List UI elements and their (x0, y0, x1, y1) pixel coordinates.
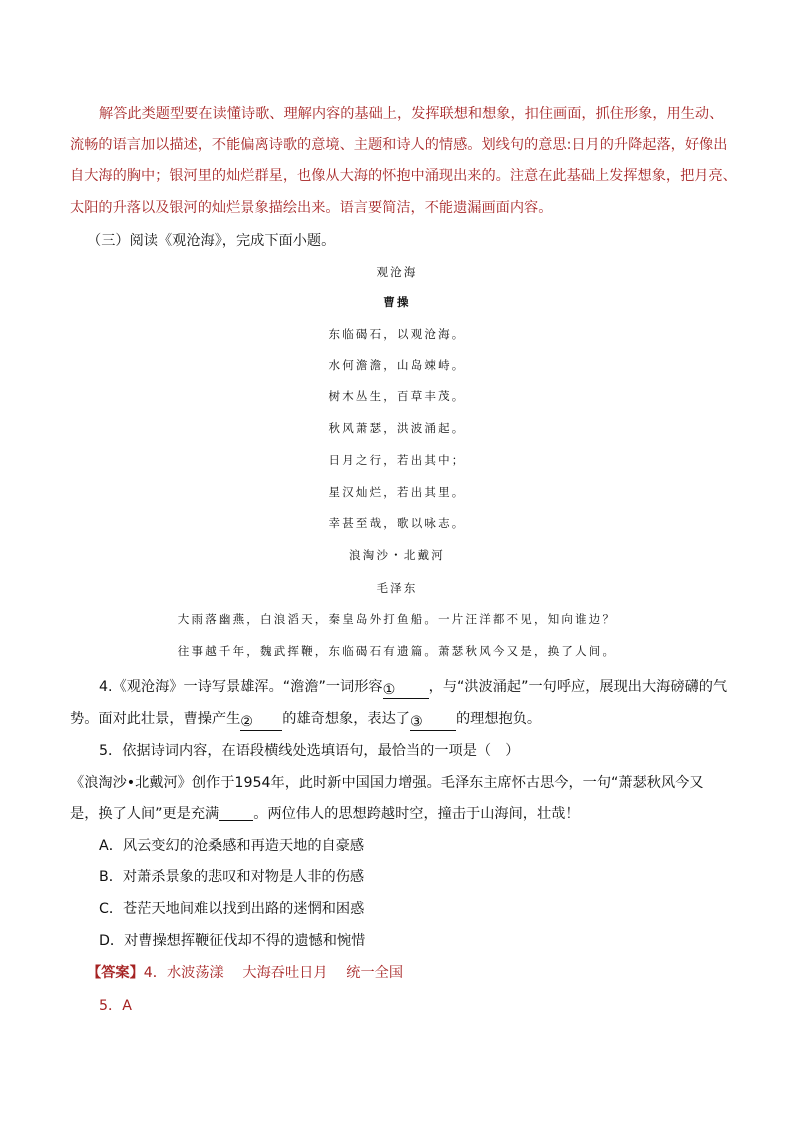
poem1-line: 东临碣石，以观沧海。 (328, 327, 466, 341)
q4-blank-3[interactable] (410, 714, 456, 731)
q4-blank-1[interactable] (383, 682, 429, 699)
analysis-line-4: 太阳的升落以及银河的灿烂景象描绘出来。语言要简洁，不能遗漏画面内容。 (70, 200, 553, 216)
q5-option-b: B．对萧杀景象的悲叹和对物是人非的伤感 (99, 869, 365, 885)
analysis-line-2: 流畅的语言加以描述，不能偏离诗歌的意境、主题和诗人的情感。划线句的意思:日月的升降起落，好像出 (70, 137, 728, 153)
poem1-author: 曹操 (383, 295, 411, 309)
q5-passage-text: 是，换了人间”更是充满 (70, 806, 220, 822)
q5-option-d: D．对曹操想挥鞭征伐却不得的遗憾和惋惜 (99, 933, 366, 949)
q5-stem: 5．依据诗词内容，在语段横线处选填语句，最恰当的一项是（ ） (99, 743, 520, 759)
blank-number: ② (240, 714, 253, 730)
answer-line-2: 5．A (99, 998, 132, 1014)
analysis-line-1: 解答此类题型要在读懂诗歌、理解内容的基础上，发挥联想和想象，扣住画面，抓住形象，用生动、 (99, 106, 724, 122)
section-intro: （三）阅读《观沧海》，完成下面小题。 (87, 233, 336, 249)
q5-option-c: C．苍茫天地间难以找到出路的迷惘和困惑 (99, 901, 365, 917)
poem1-line: 日月之行，若出其中； (328, 453, 466, 467)
poem1-title: 观沧海 (376, 265, 418, 279)
q5-blank[interactable] (219, 804, 253, 821)
q4-text: 的理想抱负。 (455, 711, 542, 727)
q4-text: ，与“洪波涌起”一句呼应，展现出大海磅礴的气 (428, 679, 728, 695)
poem1-line: 星汉灿烂，若出其里。 (328, 485, 466, 499)
q5-passage-line-1: 《浪淘沙•北戴河》创作于1954年，此时新中国国力增强。毛泽东主席怀古思今，一句“萧瑟秋风今又 (70, 775, 704, 791)
q4-line-2 (70, 708, 541, 731)
blank-number: ① (382, 682, 396, 698)
analysis-line-3: 自大海的胸中；银河里的灿烂群星，也像从大海的怀抱中涌现出来的。注意在此基础上发挥想象，把月亮、 (70, 168, 737, 184)
poem2-author: 毛泽东 (376, 581, 418, 595)
poem1-line: 树木丛生，百草丰茂。 (328, 389, 466, 403)
answer-label: 【答案】 (87, 965, 144, 981)
poem1-line: 幸甚至哉，歌以咏志。 (328, 516, 466, 530)
poem2-line: 往事越千年，魏武挥鞭，东临碣石有遗篇。萧瑟秋风今又是，换了人间。 (177, 644, 617, 658)
q4-text: 势。面对此壮景，曹操产生 (70, 711, 241, 727)
q4-text: 的雄奇想象，表达了 (282, 711, 410, 727)
q4-blank-2[interactable] (240, 714, 282, 731)
q5-passage-text: 。两位伟人的思想跨越时空，撞击于山海间，壮哉！ (253, 806, 580, 822)
q4-line-1 (99, 676, 727, 699)
q5-passage-line-2 (70, 803, 580, 823)
answer-text: 4．水波荡漾 大海吞吐日月 统一全国 (143, 965, 404, 981)
answer-line-1 (87, 962, 403, 982)
blank-number: ③ (409, 714, 423, 730)
poem2-title: 浪淘沙・北戴河 (349, 548, 445, 562)
poem1-line: 秋风萧瑟，洪波涌起。 (328, 421, 466, 435)
poem1-line: 水何澹澹，山岛竦峙。 (328, 358, 466, 372)
q4-text: 4.《观沧海》一诗写景雄浑。“澹澹”一词形容 (99, 679, 383, 695)
poem2-line: 大雨落幽燕，白浪滔天，秦皇岛外打鱼船。一片汪洋都不见，知向谁边？ (177, 612, 617, 626)
q5-option-a: A．风云变幻的沧桑感和再造天地的自豪感 (99, 838, 365, 854)
